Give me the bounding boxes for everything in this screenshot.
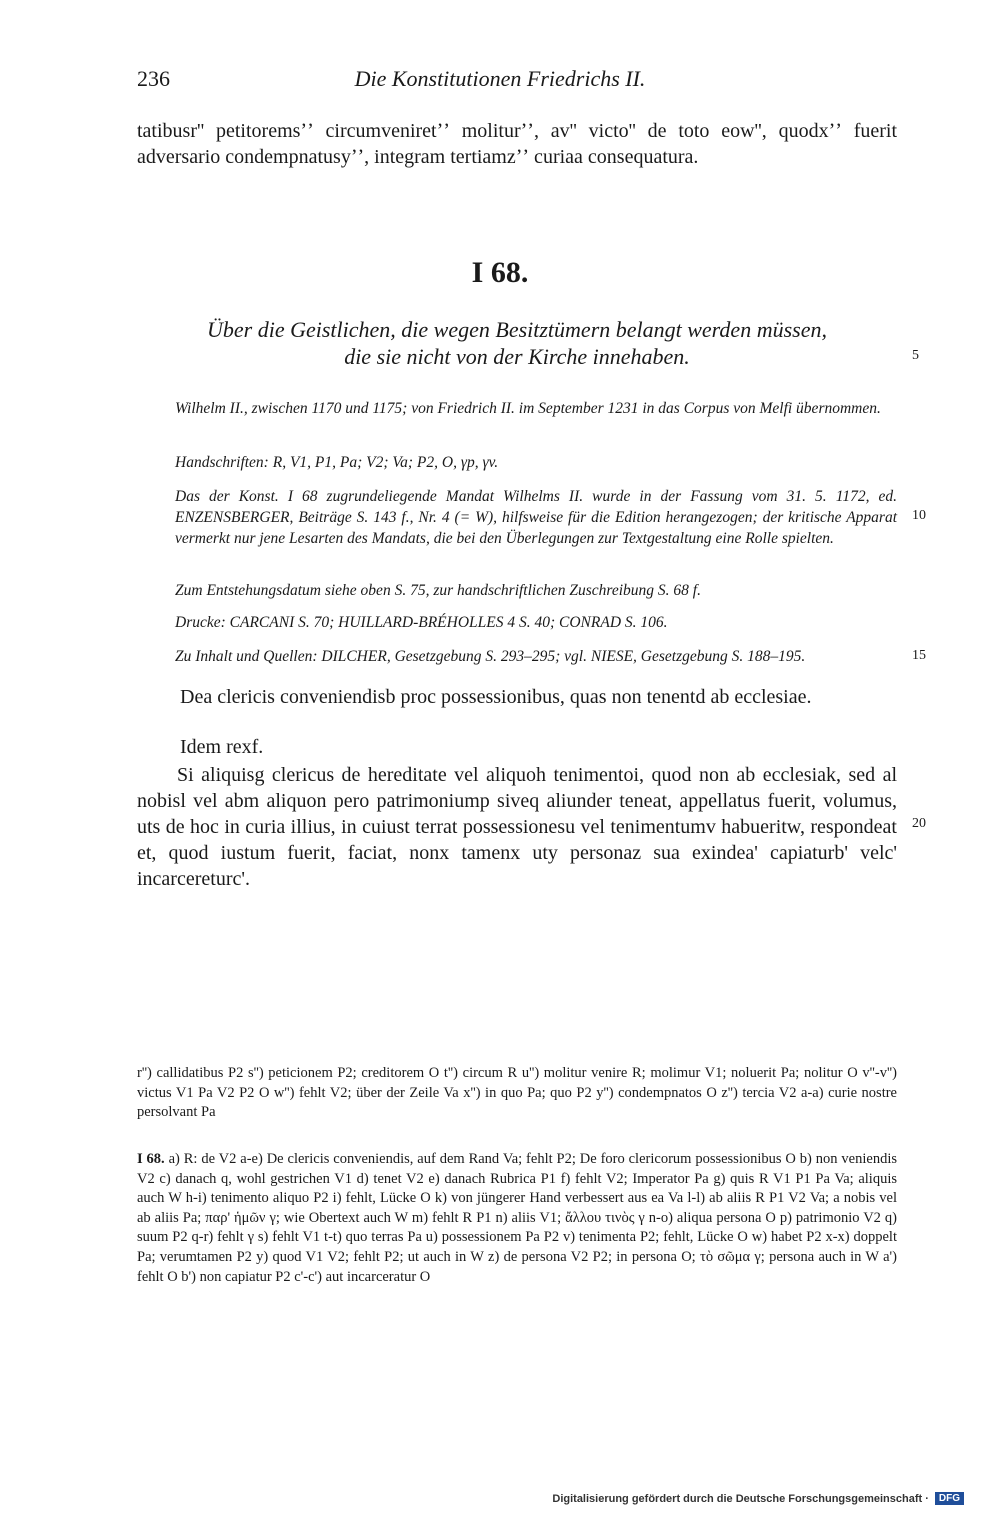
intro-date: Zum Entstehungsdatum siehe oben S. 75, zur handschriftlichen Zuschreibung S. 68 f.	[175, 582, 701, 599]
rubric-heading: Dea clericis conveniendisb proc possessionibus, quas non tenentd ab ecclesiae.	[180, 686, 812, 708]
line-number-15: 15	[912, 648, 926, 663]
running-head: Die Konstitutionen Friedrichs II.	[354, 66, 646, 91]
document-title: I 68.	[471, 256, 529, 289]
apparatus-notes: a) R: de V2 a-e) De clericis conveniendis, auf dem Rand Va; fehlt P2; De foro clericorum possessionibus O b) non veniendis V2 c) danach q, wohl gestrichen V1 d) tenet V2 e) danach Rubrica P1 f) fehlt V2; Imperator Pa g) quis R V1 P1 Pa Va; aliquis auch W h-i) tenimento aliquo P2 i) fehlt, Lücke O k) von jüngerer Hand verbessert aus ea Va l-l) ab aliis R P1 V2 Va; a nobis vel ab aliis Pa; παρ' ἡμῶν γ; wie Obertext auch W m) fehlt R P1 n) aliis V1; ἄλλου τινὸς γ n-o) aliqua persona O p) patrimonio V2 q) suum P2 q-r) fehlt γ s) fehlt V1 t-t) quo terras Pa u) possessionem Pa P2 v) tenimenta P2; fehlt, Lücke O w) habet P2 x-x) doppelt Pa; verumtamen P2 y) quod V1 V2; fehlt P2; ut auch in W z) de persona V2 P2; in persona O; τὸ σῶμα γ; persona auch in W a') fehlt O b') non capiatur P2 c'-c') aut incarceratur O	[137, 1151, 897, 1285]
intro-prints: Drucke: CARCANI S. 70; HUILLARD-BRÉHOLLES 4 S. 40; CONRAD S. 106.	[175, 614, 668, 631]
dfg-logo: DFG	[935, 1492, 964, 1505]
intro-sources: Zu Inhalt und Quellen: DILCHER, Gesetzgebung S. 293–295; vgl. NIESE, Gesetzgebung S. 188–195.	[175, 648, 806, 665]
continuation-text: tatibusr'' petitoremsʼʼ circumveniretʼʼ moliturʼʼ, av'' victo'' de toto eow'', quodxʼʼ fuerit adversario condempnatusyʼʼ, integram tertiamzʼʼ curiaa consequatura.	[137, 120, 897, 168]
page-number: 236	[137, 66, 170, 91]
subtitle-line-1: Über die Geistlichen, die wegen Besitztümern belangt werden müssen,	[207, 317, 827, 342]
line-number-5: 5	[912, 348, 919, 363]
line-number-20: 20	[912, 816, 926, 831]
intro-origin: Wilhelm II., zwischen 1170 und 1175; von Friedrich II. im September 1231 in das Corpus von Melfi übernommen.	[175, 400, 881, 417]
apparatus-label: I 68.	[137, 1151, 165, 1167]
document-subtitle	[137, 316, 897, 370]
idem-rex: Idem rexf.	[180, 736, 264, 758]
footer-text: Digitalisierung gefördert durch die Deutsche Forschungsgemeinschaft ·	[552, 1492, 929, 1505]
intro-mandate: Das der Konst. I 68 zugrundeliegende Mandat Wilhelms II. wurde in der Fassung vom 31. 5. 1172, ed. ENZENSBERGER, Beiträge S. 143 f., Nr. 4 (= W), hilfsweise für die Edition herangezogen; der kritische Apparat vermerkt nur jene Lesarten des Mandats, die bei den Überlegungen zur Textgestaltung eine Rolle spielten.	[175, 488, 897, 547]
subtitle-line-2: die sie nicht von der Kirche innehaben.	[344, 344, 690, 369]
line-number-10: 10	[912, 508, 926, 523]
apparatus-i68	[137, 1150, 897, 1287]
intro-manuscripts: Handschriften: R, V1, P1, Pa; V2; Va; P2, O, γp, γv.	[175, 454, 499, 471]
main-text: Si aliquisg clericus de hereditate vel aliquoh tenimentoi, quod non ab ecclesiak, sed al nobisl vel abm aliquon pero patrimoniump siveq aliunder teneat, appellatus fuerit, volumus, uts de hoc in curia illius, in cuiust terrat possessionesu vel tenimentumv habueritw, respondeat et, quod iustum fuerit, faciat, nonx tamenx uty personaz sua exindea' capiaturb' velc' incarcereturc'.	[137, 764, 897, 890]
dfg-footer	[552, 1492, 964, 1505]
apparatus-continuation: r'') callidatibus P2 s'') peticionem P2; creditorem O t'') circum R u'') molitur venire R; molimur V1; noluerit Pa; nolitur O v''-v'') victus V1 Pa V2 P2 O w'') fehlt V2; über der Zeile Va x'') in quo Pa; quo P2 y'') condempnatos O z'') tercia V2 a-a) curie nostre persolvant Pa	[137, 1065, 897, 1121]
